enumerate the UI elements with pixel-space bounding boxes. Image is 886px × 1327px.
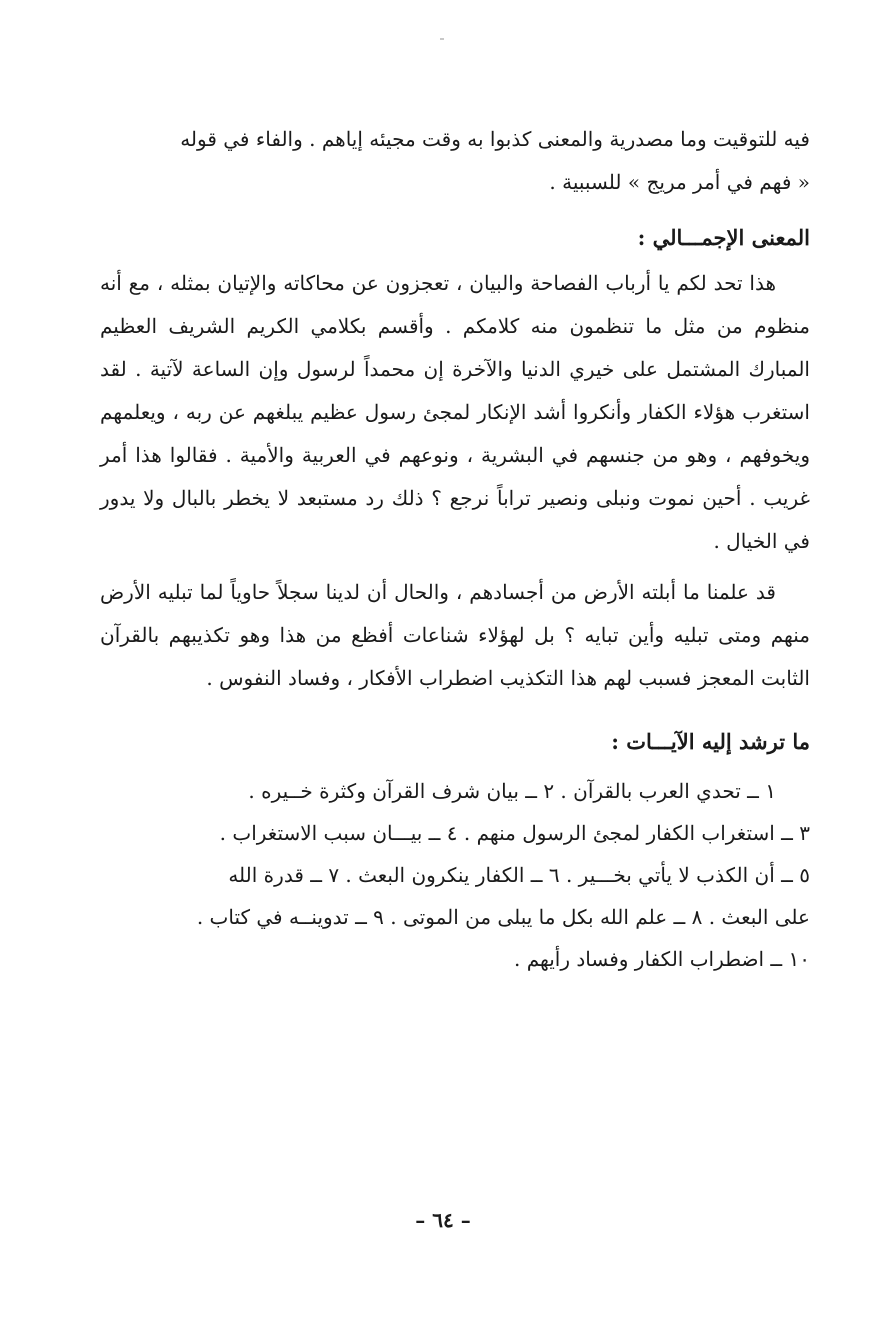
list-item: ١٠ ــ اضطراب الكفار وفساد رأيهم . bbox=[513, 947, 810, 971]
section-heading-guidance: ما ترشد إليه الآيـــات : bbox=[611, 729, 810, 754]
page-body bbox=[100, 118, 810, 980]
list-item: ٥ ــ أن الكذب لا يأتي بخـــير . ٦ ــ الكفار ينكرون البعث . ٧ ــ قدرة الله bbox=[228, 863, 810, 887]
intro-block bbox=[100, 118, 810, 204]
list-item: ٣ ــ استغراب الكفار لمجئ الرسول منهم . ٤ ــ بيـــان سبب الاستغراب . bbox=[219, 821, 810, 845]
scan-mark bbox=[440, 38, 444, 40]
intro-line: فيه للتوقيت وما مصدرية والمعنى كذبوا به وقت مجيئه إياهم . والفاء في قوله bbox=[180, 127, 810, 151]
intro-line: « فهم في أمر مريج » للسببية . bbox=[549, 170, 810, 194]
list-item: على البعث . ٨ ــ علم الله بكل ما يبلى من الموتى . ٩ ــ تدوينــه في كتاب . bbox=[196, 905, 810, 929]
section-heading-general-meaning: المعنى الإجمـــالي : bbox=[637, 225, 810, 250]
guidance-list bbox=[100, 770, 810, 980]
paragraph: هذا تحد لكم يا أرباب الفصاحة والبيان ، تعجزون عن محاكاته والإتيان بمثله ، مع أنه منظوم من مثل ما تنظمون منه كلامكم . وأقسم بكلامي الكريم الشريف العظيم المبارك المشتمل على خيري الدنيا والآخرة إن محمداً لرسول وإن الساعة لآتية . لقد استغرب هؤلاء الكفار وأنكروا أشد الإنكار لمجئ رسول عظيم يبلغهم عن ربه ، ويعلمهم ويخوفهم ، وهو من جنسهم في البشرية ، ونوعهم في العربية والأمية . فقالوا هذا أمر غريب . أحين نموت ونبلى ونصير تراباً نرجع ؟ ذلك رد مستبعد لا يخطر بالبال ولا يدور في الخيال . bbox=[100, 271, 810, 553]
page-number: – ٦٤ – bbox=[415, 1208, 471, 1232]
list-item: ١ ــ تحدي العرب بالقرآن . ٢ ــ بيان شرف القرآن وكثرة خــيره . bbox=[248, 779, 776, 803]
paragraph: قد علمنا ما أبلته الأرض من أجسادهم ، والحال أن لدينا سجلاً حاوياً لما تبليه الأرض منهم ومتى تبليه وأين تبايه ؟ بل لهؤلاء شناعات أفظع من هذا وهو تكذيبهم بالقرآن الثابت المعجز فسبب لهم هذا التكذيب اضطراب الأفكار ، وفساد النفوس . bbox=[100, 580, 810, 690]
